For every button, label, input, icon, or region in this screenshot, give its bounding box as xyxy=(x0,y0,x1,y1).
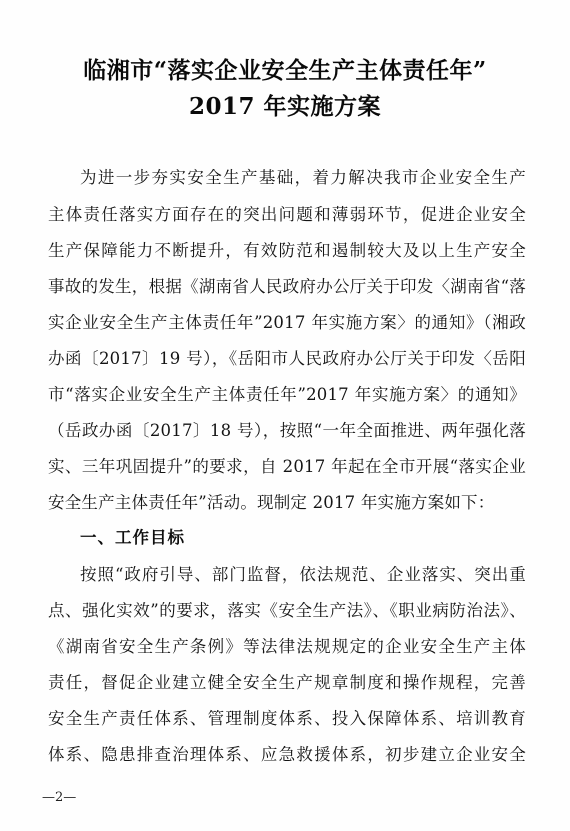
intro-line: 生产保障能力不断提升，有效防范和遏制较大及以上生产安全 xyxy=(48,241,526,260)
intro-line: 事故的发生，根据《湖南省人民政府办公厅关于印发〈湖南省“落 xyxy=(48,277,526,296)
document-title-line-2: 2017 年实施方案 xyxy=(188,93,382,120)
intro-line: 为进一步夯实安全生产基础，着力解决我市企业安全生产 xyxy=(80,168,526,187)
section1-line: 体系、隐患排查治理体系、应急救援体系，初步建立企业安全 xyxy=(48,745,526,764)
section1-line: 责任，督促企业建立健全安全生产规章制度和操作规程，完善 xyxy=(48,673,526,692)
intro-line: 实、三年巩固提升”的要求，自 2017 年起在全市开展“落实企业 xyxy=(48,457,526,476)
section-heading-work-goals: 一、工作目标 xyxy=(80,528,185,547)
intro-line: 安全生产主体责任年”活动。现制定 2017 年实施方案如下： xyxy=(48,493,495,512)
section1-line: 点、强化实效”的要求，落实《安全生产法》、《职业病防治法》、 xyxy=(48,601,526,620)
section1-line: 《湖南省安全生产条例》等法律法规规定的企业安全生产主体 xyxy=(48,637,526,656)
page-number: —2— xyxy=(42,790,77,805)
intro-line: （岳政办函〔2017〕18 号），按照“一年全面推进、两年强化落 xyxy=(48,421,526,440)
intro-line: 主体责任落实方面存在的突出问题和薄弱环节，促进企业安全 xyxy=(48,205,526,224)
intro-line: 办函〔2017〕19 号），《岳阳市人民政府办公厅关于印发〈岳阳 xyxy=(48,349,526,368)
intro-line: 实企业安全生产主体责任年”2017 年实施方案〉的通知》（湘政 xyxy=(48,313,526,332)
intro-line: 市“落实企业安全生产主体责任年”2017 年实施方案〉的通知》 xyxy=(48,385,526,404)
section1-line: 按照“政府引导、部门监督，依法规范、企业落实、突出重 xyxy=(80,565,526,584)
document-title-line-1: 临湘市“落实企业安全生产主体责任年” xyxy=(83,57,487,84)
section1-line: 安全生产责任体系、管理制度体系、投入保障体系、培训教育 xyxy=(48,709,526,728)
